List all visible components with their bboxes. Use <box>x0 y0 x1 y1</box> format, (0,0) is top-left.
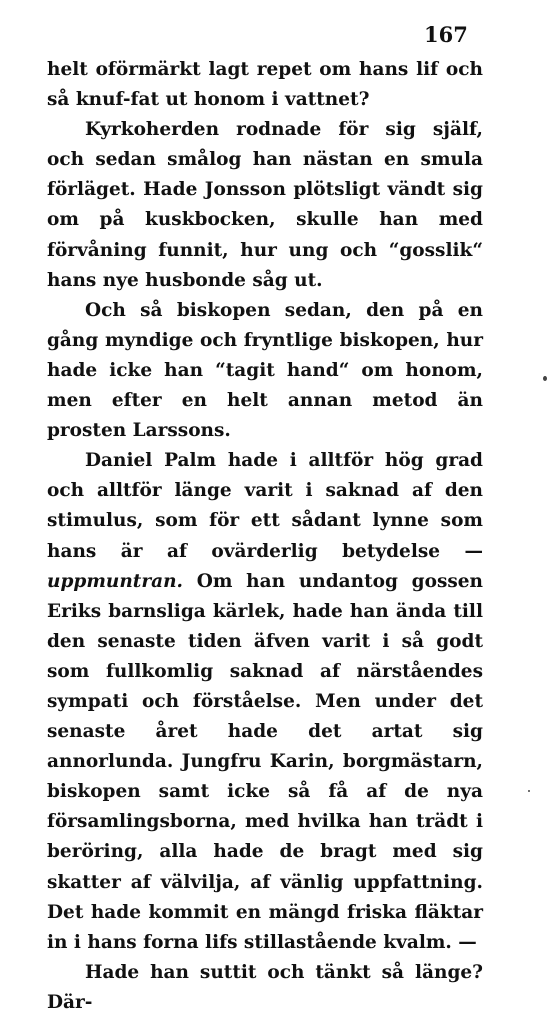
ink-speck <box>528 790 530 792</box>
paragraph-4 <box>47 446 483 958</box>
paragraph-4-text-start: Daniel Palm hade i alltför hög grad och alltför länge varit i saknad af den stimulus, som för ett sådant lynne som hans är af ovärderlig betydelse — <box>47 450 483 562</box>
page-number: 167 <box>424 22 468 47</box>
paragraph-5: Hade han suttit och tänkt så länge? Där- <box>47 961 483 1013</box>
body-text <box>47 55 483 1018</box>
paragraph-4-text-end: Om han undantog gossen Eriks barnsliga kärlek, hade han ända till den senaste tiden äfven varit i så godt som fullkomlig saknad af närståendes sympati och förståelse. Men under det senaste året hade det artat sig annorlunda. Jungfru Karin, borgmästarn, biskopen samt icke så få af de nya församlingsborna, med hvilka han trädt i beröring, alla hade de bragt med sig skatter af välvilja, af vänlig uppfattning. Det hade kommit en mängd friska fläktar in i hans forna lifs stillastående kvalm. — <box>47 570 483 953</box>
paragraph-2: Kyrkoherden rodnade för sig själf, och sedan smålog han nästan en smula förläget. Hade Jonsson plötsligt vändt sig om på kuskbocken, skulle han med förvåning funnit, hur ung och “gosslik“ hans nye husbonde såg ut. <box>47 119 483 291</box>
ink-speck <box>543 376 547 381</box>
paragraph-1: helt oförmärkt lagt repet om hans lif och så knuf-fat ut honom i vattnet? <box>47 59 483 111</box>
paragraph-3: Och så biskopen sedan, den på en gång myndige och fryntlige biskopen, hur hade icke han “tagit hand“ om honom, men efter en helt annan metod än prosten Larssons. <box>47 299 483 442</box>
emphasized-word: uppmuntran. <box>47 570 183 592</box>
